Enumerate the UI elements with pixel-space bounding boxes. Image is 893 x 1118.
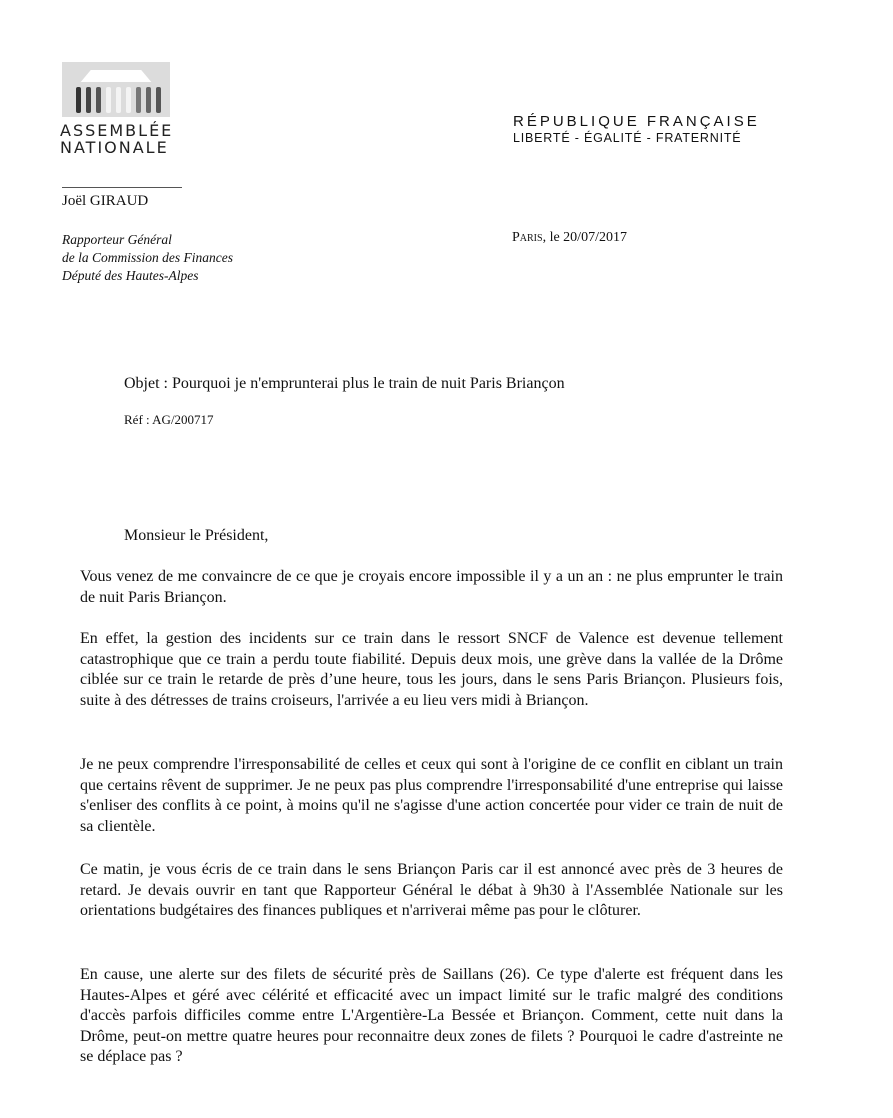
column-shape [126, 87, 131, 113]
paragraph: Je ne peux comprendre l'irresponsabilité de celles et ceux qui sont à l'origine de ce conflit en ciblant un train que certains rêvent de supprimer. Je ne peux pas plus comprendre l'irresponsabilité d'une entreprise qui laisse s'enliser des conflits à ce point, à moins qu'il ne s'agisse d'une action concertée pour vider ce train de nuit de sa clientèle. [80, 756, 783, 835]
column-shape [136, 87, 141, 113]
letter-subject: Objet : Pourquoi je n'emprunterai plus le train de nuit Paris Briançon [124, 375, 565, 392]
sender-titles [62, 231, 233, 285]
republic-title: RÉPUBLIQUE FRANÇAISE [513, 113, 760, 130]
republic-header [513, 113, 760, 145]
assemblee-nationale-logo-icon [62, 62, 170, 117]
sender-name: Joël GIRAUD [62, 193, 149, 209]
pediment-shape [74, 70, 158, 82]
letter-reference: Réf : AG/200717 [124, 412, 214, 427]
column-shape [156, 87, 161, 113]
paragraph: Vous venez de me convaincre de ce que je croyais encore impossible il y a un an : ne plus emprunter le train de nuit Paris Briançon. [80, 568, 783, 606]
salutation: Monsieur le Président, [124, 527, 269, 544]
paragraph: En effet, la gestion des incidents sur ce train dans le ressort SNCF de Valence est devenue tellement catastrophique que ce train a perdu toute fiabilité. Depuis deux mois, une grève dans la vallée de la Drôme ciblée sur ce train le retarde de près d’une heure, tous les jours, dans le sens Paris Briançon. Plusieurs fois, suite à des détresses de trains croiseurs, l'arrivée a eu lieu vers midi à Briançon. [80, 630, 783, 709]
column-shape [96, 87, 101, 113]
republic-motto: LIBERTÉ - ÉGALITÉ - FRATERNITÉ [513, 131, 742, 145]
column-shape [146, 87, 151, 113]
sender-title: Rapporteur Général [62, 232, 172, 247]
column-shape [106, 87, 111, 113]
logo-line-2: NATIONALE [60, 138, 169, 157]
divider [62, 187, 182, 188]
logo-wordmark [60, 122, 173, 156]
paragraph: En cause, une alerte sur des filets de sécurité près de Saillans (26). Ce type d'alerte est fréquent dans les Hautes-Alpes et géré avec célérité et efficacité avec un impact limité sur le trafic malgré des conditions d'accès parfois difficiles comme entre L'Argentière-La Bessée et Briançon. Comment, cette nuit dans la Drôme, peut-on mettre quatre heures pour reconnaitre deux zones de filets ? Pourquoi le cadre d'astreinte ne se déplace pas ? [80, 966, 783, 1065]
column-shape [76, 87, 81, 113]
sender-title: de la Commission des Finances [62, 250, 233, 265]
column-shape [116, 87, 121, 113]
paragraph: Ce matin, je vous écris de ce train dans le sens Briançon Paris car il est annoncé avec près de 3 heures de retard. Je devais ouvrir en tant que Rapporteur Général le débat à 9h30 à l'Assemblée Nationale sur les orientations budgétaires des finances publiques et n'arriverai même pas pour le clôturer. [80, 861, 783, 919]
letter-date [512, 230, 627, 246]
date-text: , le 20/07/2017 [542, 230, 627, 245]
sender-title: Député des Hautes-Alpes [62, 268, 199, 283]
date-city: Paris [512, 230, 543, 245]
logo-line-1: ASSEMBLÉE [60, 121, 174, 140]
column-shape [86, 87, 91, 113]
